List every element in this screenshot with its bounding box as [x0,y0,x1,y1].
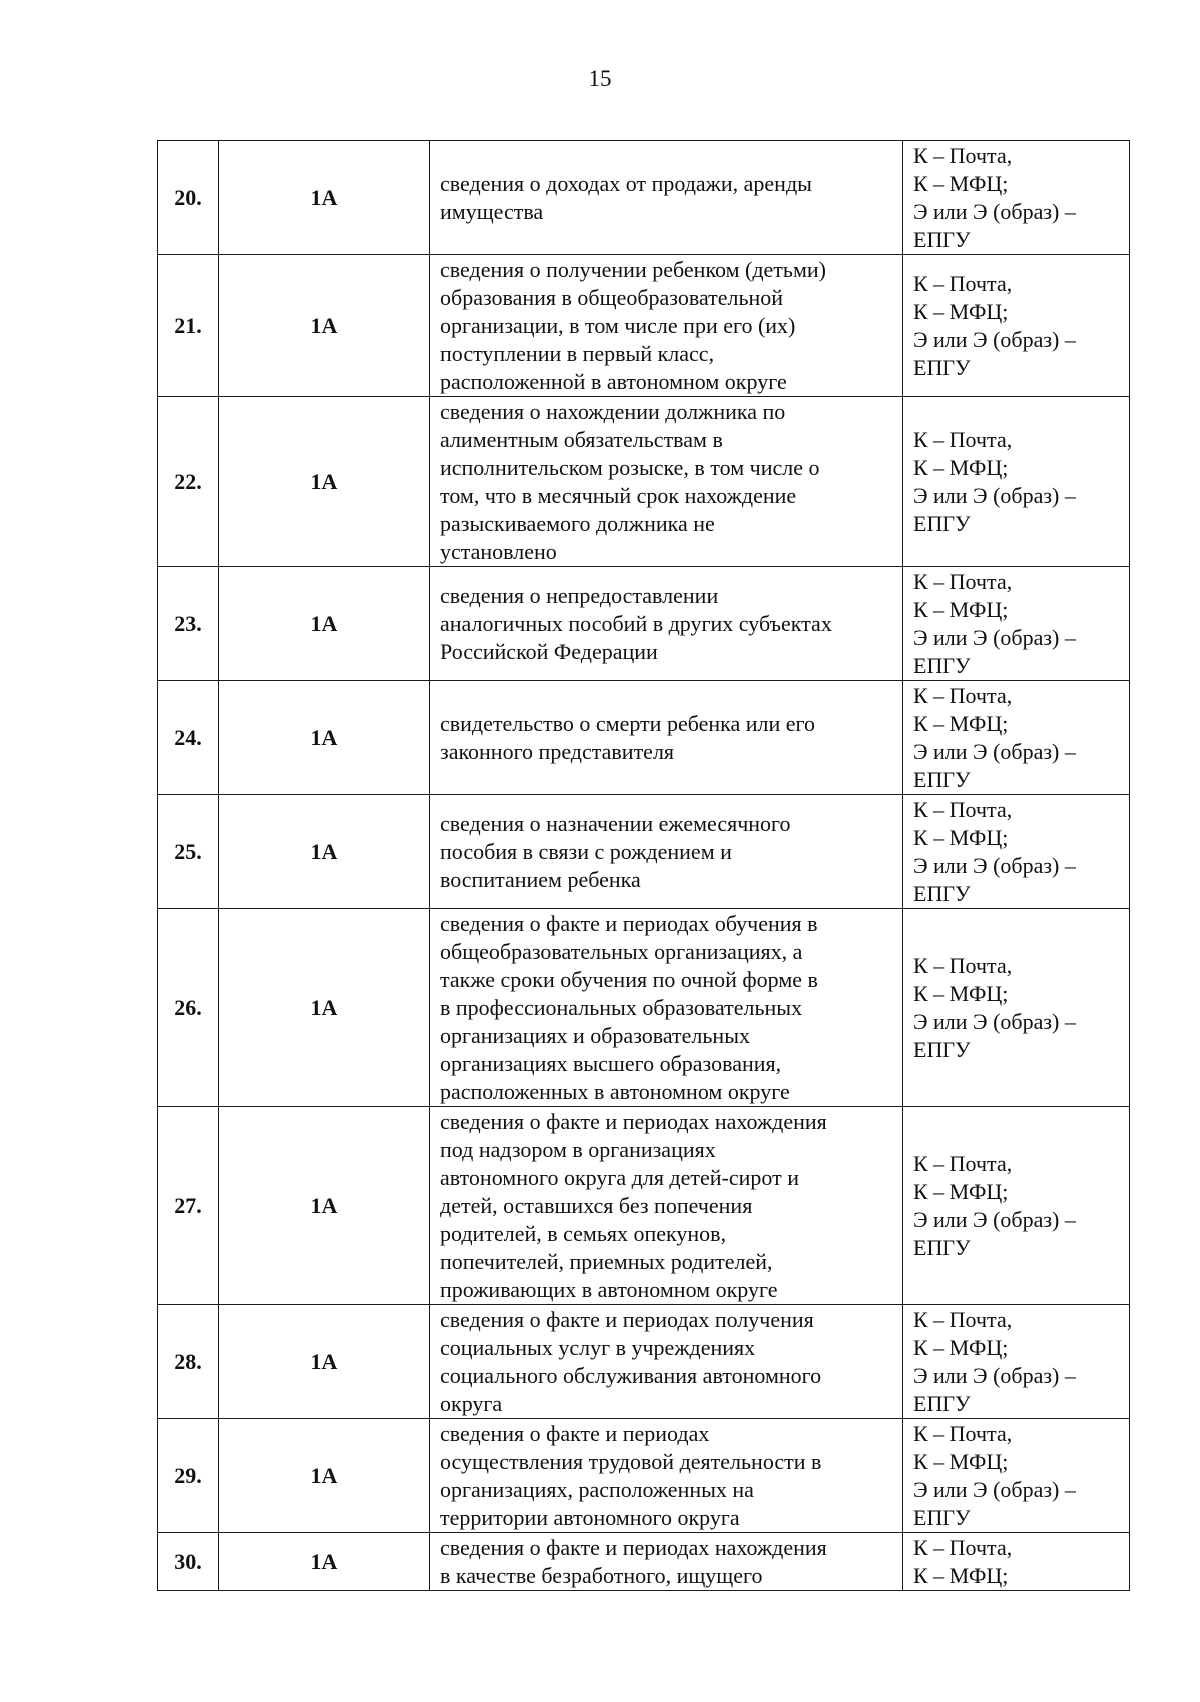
row-number: 26. [158,909,219,1107]
submission-method-line: К – Почта, [913,568,1013,594]
table-row [158,1107,1130,1305]
row-description-text: сведения о факте и периодах нахождения в качестве безработного, ищущего [440,1534,827,1588]
table-row [158,909,1130,1107]
row-description [430,1107,903,1305]
table-body [158,141,1130,1591]
row-number: 23. [158,567,219,681]
submission-method-line: ЕПГУ [913,354,971,380]
row-submission-method [903,795,1130,909]
submission-method-line: Э или Э (образ) – [913,624,1076,650]
submission-method-line: К – МФЦ; [913,454,1009,480]
row-code: 1А [219,141,430,255]
submission-method-line: ЕПГУ [913,1234,971,1260]
row-submission-method [903,567,1130,681]
page-number: 15 [588,66,612,91]
row-code: 1А [219,1107,430,1305]
table-row [158,1305,1130,1419]
submission-method-line: К – Почта, [913,270,1013,296]
submission-method-line: К – МФЦ; [913,1178,1009,1204]
row-description [430,397,903,567]
row-description-text: сведения о факте и периодах осуществления трудовой деятельности в организациях, расположенных на территории автономного округа [440,1420,822,1530]
row-submission-method [903,1533,1130,1591]
submission-method-line: К – Почта, [913,796,1013,822]
row-number: 30. [158,1533,219,1591]
table-row [158,1419,1130,1533]
submission-method-line: ЕПГУ [913,652,971,678]
row-description-text: сведения о факте и периодах получения социальных услуг в учреждениях социального обслуживания автономного округа [440,1306,822,1416]
row-submission-method [903,1305,1130,1419]
submission-method-line: Э или Э (образ) – [913,1008,1076,1034]
row-description [430,681,903,795]
submission-method-line: К – Почта, [913,952,1013,978]
row-code: 1А [219,681,430,795]
row-submission-method [903,909,1130,1107]
submission-method-line: Э или Э (образ) – [913,852,1076,878]
row-description-text: сведения о непредоставлении аналогичных пособий в других субъектах Российской Федерации [440,582,832,664]
submission-method-line: К – МФЦ; [913,170,1009,196]
submission-method-line: К – Почта, [913,1420,1013,1446]
row-code: 1А [219,255,430,397]
submission-method-line: Э или Э (образ) – [913,1206,1076,1232]
row-number: 28. [158,1305,219,1419]
row-description [430,795,903,909]
submission-method-line: К – МФЦ; [913,298,1009,324]
row-submission-method [903,141,1130,255]
table-row [158,255,1130,397]
row-number: 25. [158,795,219,909]
row-description-text: сведения о нахождении должника по алиментным обязательствам в исполнительском розыске, в том числе о том, что в месячный срок нахождение разыскиваемого должника не установлено [440,398,820,564]
row-description-text: сведения о получении ребенком (детьми) образования в общеобразовательной организации, в том числе при его (их) поступлении в первый класс, расположенной в автономном округе [440,256,826,394]
row-code: 1А [219,397,430,567]
row-description [430,1305,903,1419]
table-row [158,141,1130,255]
row-number: 27. [158,1107,219,1305]
submission-method-line: К – Почта, [913,1150,1013,1176]
submission-method-line: К – Почта, [913,682,1013,708]
row-description-text: сведения о назначении ежемесячного пособия в связи с рождением и воспитанием ребенка [440,810,791,892]
submission-method-line: ЕПГУ [913,1504,971,1530]
submission-method-line: К – МФЦ; [913,1334,1009,1360]
submission-method-line: К – Почта, [913,1306,1013,1332]
submission-method-line: Э или Э (образ) – [913,738,1076,764]
row-description [430,1533,903,1591]
row-description-text: сведения о доходах от продажи, аренды имущества [440,170,812,224]
submission-method-line: К – МФЦ; [913,1562,1009,1588]
submission-method-line: Э или Э (образ) – [913,1362,1076,1388]
table-row [158,397,1130,567]
submission-method-line: К – Почта, [913,1534,1013,1560]
submission-method-line: К – Почта, [913,426,1013,452]
row-description-text: сведения о факте и периодах нахождения под надзором в организациях автономного округа для детей-сирот и детей, оставшихся без попечения родителей, в семьях опекунов, попечителей, приемных родителей, проживающих в автономном округе [440,1108,827,1302]
submission-method-line: ЕПГУ [913,880,971,906]
submission-method-line: Э или Э (образ) – [913,326,1076,352]
submission-method-line: К – МФЦ; [913,596,1009,622]
row-submission-method [903,1107,1130,1305]
row-number: 21. [158,255,219,397]
row-description [430,567,903,681]
documents-table [157,140,1130,1591]
table-row [158,567,1130,681]
row-submission-method [903,255,1130,397]
row-code: 1А [219,909,430,1107]
row-submission-method [903,1419,1130,1533]
submission-method-line: Э или Э (образ) – [913,1476,1076,1502]
submission-method-line: ЕПГУ [913,226,971,252]
row-code: 1А [219,567,430,681]
submission-method-line: К – МФЦ; [913,824,1009,850]
row-submission-method [903,397,1130,567]
table-row [158,681,1130,795]
submission-method-line: ЕПГУ [913,766,971,792]
row-description [430,909,903,1107]
row-submission-method [903,681,1130,795]
submission-method-line: ЕПГУ [913,1390,971,1416]
row-code: 1А [219,795,430,909]
row-code: 1А [219,1419,430,1533]
table-row [158,795,1130,909]
submission-method-line: Э или Э (образ) – [913,482,1076,508]
row-description-text: свидетельство о смерти ребенка или его законного представителя [440,710,816,764]
submission-method-line: К – МФЦ; [913,1448,1009,1474]
submission-method-line: К – МФЦ; [913,980,1009,1006]
row-code: 1А [219,1305,430,1419]
submission-method-line: К – МФЦ; [913,710,1009,736]
submission-method-line: К – Почта, [913,142,1013,168]
submission-method-line: Э или Э (образ) – [913,198,1076,224]
table-row [158,1533,1130,1591]
submission-method-line: ЕПГУ [913,510,971,536]
row-description [430,141,903,255]
submission-method-line: ЕПГУ [913,1036,971,1062]
row-number: 22. [158,397,219,567]
row-number: 24. [158,681,219,795]
row-number: 20. [158,141,219,255]
row-description-text: сведения о факте и периодах обучения в общеобразовательных организациях, а также сроки обучения по очной форме в в профессиональных образовательных организациях и образовательных организациях высшего образования, расположенных в автономном округе [440,910,818,1104]
row-description [430,1419,903,1533]
row-code: 1А [219,1533,430,1591]
row-description [430,255,903,397]
row-number: 29. [158,1419,219,1533]
